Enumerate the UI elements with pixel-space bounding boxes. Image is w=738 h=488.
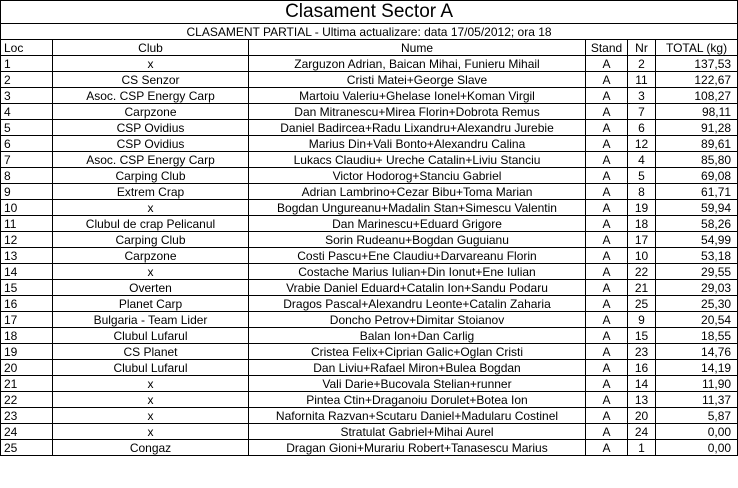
cell-loc: 9	[1, 184, 53, 200]
cell-nr: 23	[628, 344, 656, 360]
cell-stand: A	[586, 104, 628, 120]
cell-loc: 1	[1, 56, 53, 72]
cell-club: x	[53, 56, 249, 72]
cell-loc: 25	[1, 440, 53, 456]
cell-name: Zarguzon Adrian, Baican Mihai, Funieru Mihail	[249, 56, 586, 72]
cell-nr: 16	[628, 360, 656, 376]
table-row	[1, 376, 738, 392]
cell-stand: A	[586, 408, 628, 424]
cell-name: Stratulat Gabriel+Mihai Aurel	[249, 424, 586, 440]
cell-stand: A	[586, 360, 628, 376]
cell-total: 98,11	[656, 104, 738, 120]
table-row	[1, 248, 738, 264]
title-row	[1, 1, 738, 24]
cell-nr: 3	[628, 88, 656, 104]
cell-total: 85,80	[656, 152, 738, 168]
cell-loc: 11	[1, 216, 53, 232]
table-row	[1, 232, 738, 248]
cell-total: 11,90	[656, 376, 738, 392]
cell-loc: 20	[1, 360, 53, 376]
cell-club: Clubul de crap Pelicanul	[53, 216, 249, 232]
cell-nr: 22	[628, 264, 656, 280]
cell-name: Daniel Badircea+Radu Lixandru+Alexandru Jurebie	[249, 120, 586, 136]
cell-stand: A	[586, 56, 628, 72]
cell-club: x	[53, 200, 249, 216]
cell-loc: 17	[1, 312, 53, 328]
cell-stand: A	[586, 248, 628, 264]
cell-name: Dan Mitranescu+Mirea Florin+Dobrota Remus	[249, 104, 586, 120]
table-row	[1, 408, 738, 424]
cell-stand: A	[586, 312, 628, 328]
cell-total: 61,71	[656, 184, 738, 200]
cell-stand: A	[586, 168, 628, 184]
cell-nr: 18	[628, 216, 656, 232]
cell-loc: 22	[1, 392, 53, 408]
cell-stand: A	[586, 120, 628, 136]
cell-club: x	[53, 376, 249, 392]
table-row	[1, 168, 738, 184]
cell-stand: A	[586, 216, 628, 232]
cell-nr: 14	[628, 376, 656, 392]
cell-loc: 18	[1, 328, 53, 344]
cell-name: Nafornita Razvan+Scutaru Daniel+Madularu Costinel	[249, 408, 586, 424]
cell-name: Sorin Rudeanu+Bogdan Guguianu	[249, 232, 586, 248]
cell-name: Costache Marius Iulian+Din Ionut+Ene Iulian	[249, 264, 586, 280]
table-row	[1, 184, 738, 200]
table-row	[1, 88, 738, 104]
cell-club: CSP Ovidius	[53, 136, 249, 152]
cell-total: 0,00	[656, 424, 738, 440]
cell-total: 0,00	[656, 440, 738, 456]
cell-nr: 12	[628, 136, 656, 152]
cell-total: 25,30	[656, 296, 738, 312]
cell-club: Asoc. CSP Energy Carp	[53, 152, 249, 168]
cell-loc: 19	[1, 344, 53, 360]
table-row	[1, 296, 738, 312]
table-row	[1, 344, 738, 360]
subtitle-row	[1, 24, 738, 40]
table-row	[1, 264, 738, 280]
cell-loc: 24	[1, 424, 53, 440]
cell-name: Bogdan Ungureanu+Madalin Stan+Simescu Valentin	[249, 200, 586, 216]
cell-stand: A	[586, 72, 628, 88]
header-row	[1, 40, 738, 56]
header-loc: Loc	[1, 40, 53, 56]
cell-club: Extrem Crap	[53, 184, 249, 200]
cell-club: x	[53, 408, 249, 424]
cell-loc: 13	[1, 248, 53, 264]
cell-total: 122,67	[656, 72, 738, 88]
cell-nr: 1	[628, 440, 656, 456]
cell-total: 20,54	[656, 312, 738, 328]
table-row	[1, 440, 738, 456]
cell-nr: 7	[628, 104, 656, 120]
cell-name: Marius Din+Vali Bonto+Alexandru Calina	[249, 136, 586, 152]
cell-loc: 14	[1, 264, 53, 280]
cell-name: Doncho Petrov+Dimitar Stoianov	[249, 312, 586, 328]
cell-loc: 23	[1, 408, 53, 424]
cell-name: Dragan Gioni+Murariu Robert+Tanasescu Marius	[249, 440, 586, 456]
cell-name: Victor Hodorog+Stanciu Gabriel	[249, 168, 586, 184]
cell-loc: 6	[1, 136, 53, 152]
cell-name: Dan Marinescu+Eduard Grigore	[249, 216, 586, 232]
standings-rows	[1, 56, 738, 456]
cell-club: Carpzone	[53, 248, 249, 264]
cell-club: Bulgaria - Team Lider	[53, 312, 249, 328]
cell-nr: 5	[628, 168, 656, 184]
cell-loc: 5	[1, 120, 53, 136]
cell-nr: 20	[628, 408, 656, 424]
cell-club: CS Senzor	[53, 72, 249, 88]
table-row	[1, 280, 738, 296]
table-row	[1, 392, 738, 408]
table-row	[1, 312, 738, 328]
cell-loc: 10	[1, 200, 53, 216]
cell-club: x	[53, 392, 249, 408]
table-row	[1, 152, 738, 168]
cell-stand: A	[586, 376, 628, 392]
cell-club: CSP Ovidius	[53, 120, 249, 136]
table-row	[1, 72, 738, 88]
cell-stand: A	[586, 280, 628, 296]
cell-name: Pintea Ctin+Draganoiu Dorulet+Botea Ion	[249, 392, 586, 408]
cell-club: Carpzone	[53, 104, 249, 120]
cell-loc: 21	[1, 376, 53, 392]
cell-stand: A	[586, 152, 628, 168]
cell-stand: A	[586, 264, 628, 280]
table-row	[1, 136, 738, 152]
table-row	[1, 120, 738, 136]
cell-stand: A	[586, 136, 628, 152]
cell-nr: 8	[628, 184, 656, 200]
cell-total: 29,55	[656, 264, 738, 280]
header-name: Nume	[249, 40, 586, 56]
cell-name: Vali Darie+Bucovala Stelian+runner	[249, 376, 586, 392]
cell-stand: A	[586, 344, 628, 360]
cell-club: Clubul Lufarul	[53, 328, 249, 344]
cell-loc: 16	[1, 296, 53, 312]
page-title: Clasament Sector A	[1, 1, 738, 24]
table-row	[1, 216, 738, 232]
cell-club: x	[53, 424, 249, 440]
cell-total: 14,76	[656, 344, 738, 360]
header-total: TOTAL (kg)	[656, 40, 738, 56]
cell-nr: 15	[628, 328, 656, 344]
table-row	[1, 424, 738, 440]
cell-nr: 21	[628, 280, 656, 296]
cell-loc: 8	[1, 168, 53, 184]
cell-name: Lukacs Claudiu+ Ureche Catalin+Liviu Stanciu	[249, 152, 586, 168]
cell-nr: 4	[628, 152, 656, 168]
cell-club: Overten	[53, 280, 249, 296]
cell-club: Clubul Lufarul	[53, 360, 249, 376]
cell-nr: 11	[628, 72, 656, 88]
cell-loc: 3	[1, 88, 53, 104]
cell-loc: 15	[1, 280, 53, 296]
cell-stand: A	[586, 232, 628, 248]
cell-loc: 2	[1, 72, 53, 88]
cell-total: 137,53	[656, 56, 738, 72]
cell-total: 29,03	[656, 280, 738, 296]
cell-stand: A	[586, 392, 628, 408]
cell-loc: 12	[1, 232, 53, 248]
header-nr: Nr	[628, 40, 656, 56]
cell-nr: 24	[628, 424, 656, 440]
cell-club: Planet Carp	[53, 296, 249, 312]
cell-stand: A	[586, 328, 628, 344]
cell-club: CS Planet	[53, 344, 249, 360]
cell-nr: 10	[628, 248, 656, 264]
cell-name: Vrabie Daniel Eduard+Catalin Ion+Sandu Podaru	[249, 280, 586, 296]
cell-club: Carping Club	[53, 232, 249, 248]
cell-total: 89,61	[656, 136, 738, 152]
header-stand: Stand	[586, 40, 628, 56]
table-row	[1, 328, 738, 344]
cell-club: Asoc. CSP Energy Carp	[53, 88, 249, 104]
cell-name: Balan Ion+Dan Carlig	[249, 328, 586, 344]
table-row	[1, 200, 738, 216]
cell-name: Costi Pascu+Ene Claudiu+Darvareanu Florin	[249, 248, 586, 264]
cell-name: Cristea Felix+Ciprian Galic+Oglan Cristi	[249, 344, 586, 360]
cell-stand: A	[586, 296, 628, 312]
cell-total: 91,28	[656, 120, 738, 136]
cell-nr: 9	[628, 312, 656, 328]
cell-loc: 4	[1, 104, 53, 120]
cell-stand: A	[586, 424, 628, 440]
cell-nr: 2	[628, 56, 656, 72]
cell-total: 54,99	[656, 232, 738, 248]
cell-nr: 19	[628, 200, 656, 216]
cell-nr: 17	[628, 232, 656, 248]
cell-nr: 6	[628, 120, 656, 136]
cell-total: 14,19	[656, 360, 738, 376]
cell-name: Dan Liviu+Rafael Miron+Bulea Bogdan	[249, 360, 586, 376]
cell-total: 18,55	[656, 328, 738, 344]
cell-total: 58,26	[656, 216, 738, 232]
cell-loc: 7	[1, 152, 53, 168]
table-row	[1, 56, 738, 72]
table-row	[1, 104, 738, 120]
cell-total: 5,87	[656, 408, 738, 424]
cell-nr: 13	[628, 392, 656, 408]
header-club: Club	[53, 40, 249, 56]
cell-total: 11,37	[656, 392, 738, 408]
cell-club: Congaz	[53, 440, 249, 456]
cell-club: x	[53, 264, 249, 280]
cell-total: 53,18	[656, 248, 738, 264]
update-subtitle: CLASAMENT PARTIAL - Ultima actualizare: data 17/05/2012; ora 18	[1, 24, 738, 40]
cell-name: Dragos Pascal+Alexandru Leonte+Catalin Zaharia	[249, 296, 586, 312]
cell-nr: 25	[628, 296, 656, 312]
cell-stand: A	[586, 200, 628, 216]
cell-stand: A	[586, 440, 628, 456]
cell-total: 108,27	[656, 88, 738, 104]
cell-name: Adrian Lambrino+Cezar Bibu+Toma Marian	[249, 184, 586, 200]
cell-stand: A	[586, 88, 628, 104]
cell-name: Cristi Matei+George Slave	[249, 72, 586, 88]
cell-stand: A	[586, 184, 628, 200]
table-row	[1, 360, 738, 376]
cell-total: 59,94	[656, 200, 738, 216]
cell-name: Martoiu Valeriu+Ghelase Ionel+Koman Virgil	[249, 88, 586, 104]
cell-total: 69,08	[656, 168, 738, 184]
cell-club: Carping Club	[53, 168, 249, 184]
